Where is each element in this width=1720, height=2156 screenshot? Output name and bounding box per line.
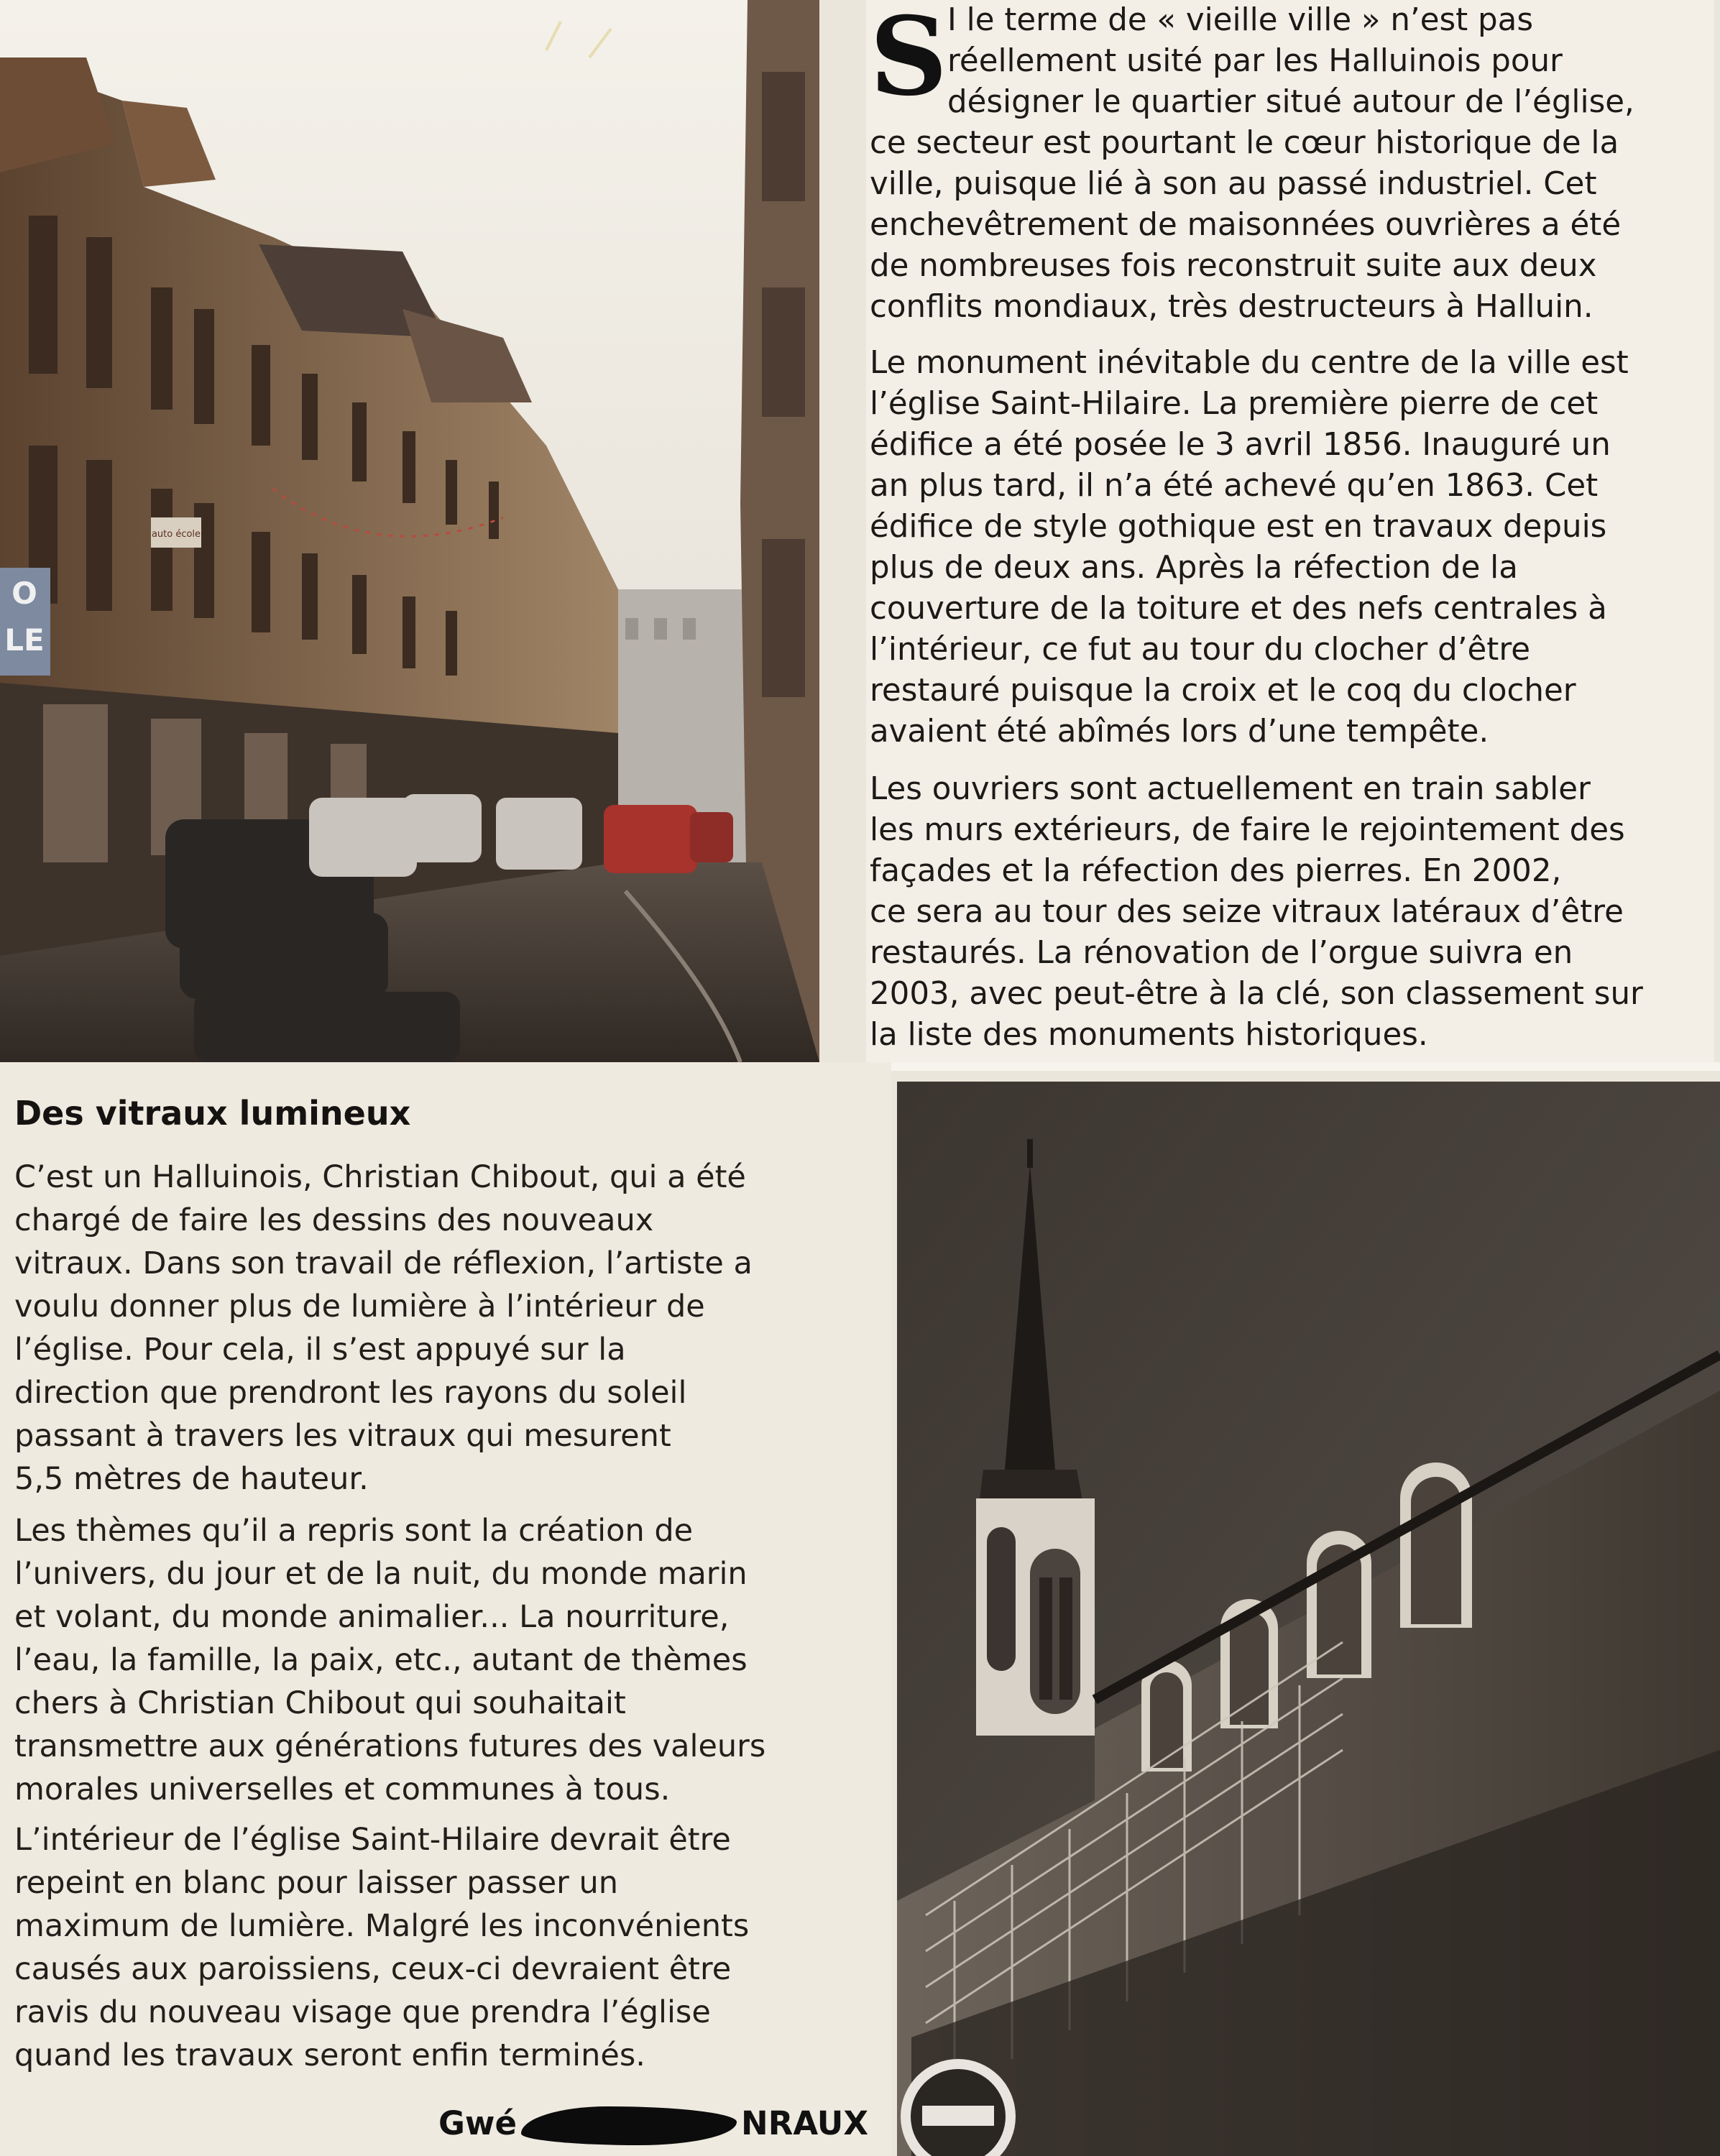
- sidebar-title: Des vitraux lumineux: [14, 1094, 411, 1133]
- wall-sign-top: O: [12, 576, 37, 611]
- text-line: désigner le quartier situé autour de l’église,: [947, 84, 1634, 120]
- text-line: I le terme de « vieille ville » n’est pas: [947, 2, 1533, 38]
- wall-sign-bottom: LE: [4, 622, 45, 658]
- author-byline: [438, 2102, 868, 2145]
- text-line: transmettre aux générations futures des valeurs: [14, 1728, 766, 1764]
- text-line: morales universelles et communes à tous.: [14, 1772, 671, 1807]
- ink-blot: [521, 2106, 737, 2145]
- text-line: repeint en blanc pour laisser passer un: [14, 1865, 619, 1901]
- text-line: et volant, du monde animalier... La nourriture,: [14, 1599, 730, 1635]
- text-line: restauré puisque la croix et le coq du clocher: [870, 673, 1576, 709]
- text-line: 5,5 mètres de hauteur.: [14, 1461, 369, 1497]
- shop-sign: auto école: [151, 529, 201, 540]
- byline-start: Gwé: [438, 2104, 518, 2142]
- text-line: passant à travers les vitraux qui mesurent: [14, 1418, 671, 1454]
- text-line: les murs extérieurs, de faire le rejointement des: [870, 812, 1625, 848]
- text-line: voulu donner plus de lumière à l’intérieur de: [14, 1289, 705, 1325]
- text-line: enchevêtrement de maisonnées ouvrières a été: [870, 207, 1622, 243]
- text-line: Le monument inévitable du centre de la ville est: [870, 345, 1629, 381]
- sidebar-paragraph-3: [14, 1818, 877, 2077]
- text-line: avaient été abîmés lors d’une tempête.: [870, 714, 1489, 750]
- intro-paragraph-1: [870, 0, 1711, 328]
- drop-cap: S: [870, 0, 948, 120]
- text-line: vitraux. Dans son travail de réflexion, l’artiste a: [14, 1245, 753, 1281]
- text-line: C’est un Halluinois, Christian Chibout, qui a été: [14, 1159, 746, 1195]
- byline-end: NRAUX: [741, 2104, 869, 2142]
- text-line: ce secteur est pourtant le cœur historique de la: [870, 125, 1619, 161]
- text-line: édifice a été posée le 3 avril 1856. Inauguré un: [870, 427, 1611, 463]
- text-line: chargé de faire les dessins des nouveaux: [14, 1202, 654, 1238]
- intro-paragraph-3: [870, 769, 1711, 1056]
- text-line: la liste des monuments historiques.: [870, 1017, 1428, 1053]
- text-line: ravis du nouveau visage que prendra l’église: [14, 1994, 711, 2030]
- text-line: ce sera au tour des seize vitraux latéraux d’être: [870, 894, 1624, 930]
- text-line: édifice de style gothique est en travaux depuis: [870, 509, 1607, 545]
- text-line: conflits mondiaux, très destructeurs à Halluin.: [870, 289, 1593, 325]
- text-line: quand les travaux seront enfin terminés.: [14, 2037, 645, 2073]
- text-line: de nombreuses fois reconstruit suite aux deux: [870, 248, 1597, 284]
- text-line: plus de deux ans. Après la réfection de la: [870, 550, 1518, 586]
- sidebar-paragraph-2: [14, 1509, 877, 1811]
- text-line: causés aux paroissiens, ceux-ci devraient être: [14, 1951, 732, 1987]
- text-line: an plus tard, il n’a été achevé qu’en 1863. Cet: [870, 468, 1599, 504]
- text-line: l’univers, du jour et de la nuit, du monde marin: [14, 1556, 748, 1592]
- text-line: restaurés. La rénovation de l’orgue suivra en: [870, 935, 1573, 971]
- text-line: L’intérieur de l’église Saint-Hilaire devrait être: [14, 1822, 731, 1858]
- text-line: réellement usité par les Halluinois pour: [947, 43, 1563, 79]
- church-scaffolding-illustration: [897, 1082, 1720, 2156]
- text-line: l’eau, la famille, la paix, etc., autant de thèmes: [14, 1642, 748, 1678]
- intro-paragraph-2: [870, 343, 1711, 752]
- text-line: l’intérieur, ce fut au tour du clocher d’être: [870, 632, 1531, 668]
- text-line: Les thèmes qu’il a repris sont la création de: [14, 1513, 694, 1549]
- sidebar-paragraph-1: [14, 1156, 877, 1501]
- text-line: façades et la réfection des pierres. En 2002,: [870, 853, 1562, 889]
- text-line: l’église Saint-Hilaire. La première pierre de cet: [870, 386, 1599, 422]
- text-line: Les ouvriers sont actuellement en train sabler: [870, 771, 1591, 807]
- street-photo: [0, 0, 819, 1062]
- street-scene-illustration: [0, 0, 819, 1062]
- church-photo: [897, 1082, 1720, 2156]
- text-line: chers à Christian Chibout qui souhaitait: [14, 1685, 626, 1721]
- text-line: maximum de lumière. Malgré les inconvénients: [14, 1908, 750, 1944]
- text-line: direction que prendront les rayons du soleil: [14, 1375, 687, 1411]
- text-line: l’église. Pour cela, il s’est appuyé sur la: [14, 1332, 626, 1368]
- text-line: couverture de la toiture et des nefs centrales à: [870, 591, 1607, 627]
- text-line: ville, puisque lié à son au passé industriel. Cet: [870, 166, 1597, 202]
- text-line: 2003, avec peut-être à la clé, son classement sur: [870, 976, 1643, 1012]
